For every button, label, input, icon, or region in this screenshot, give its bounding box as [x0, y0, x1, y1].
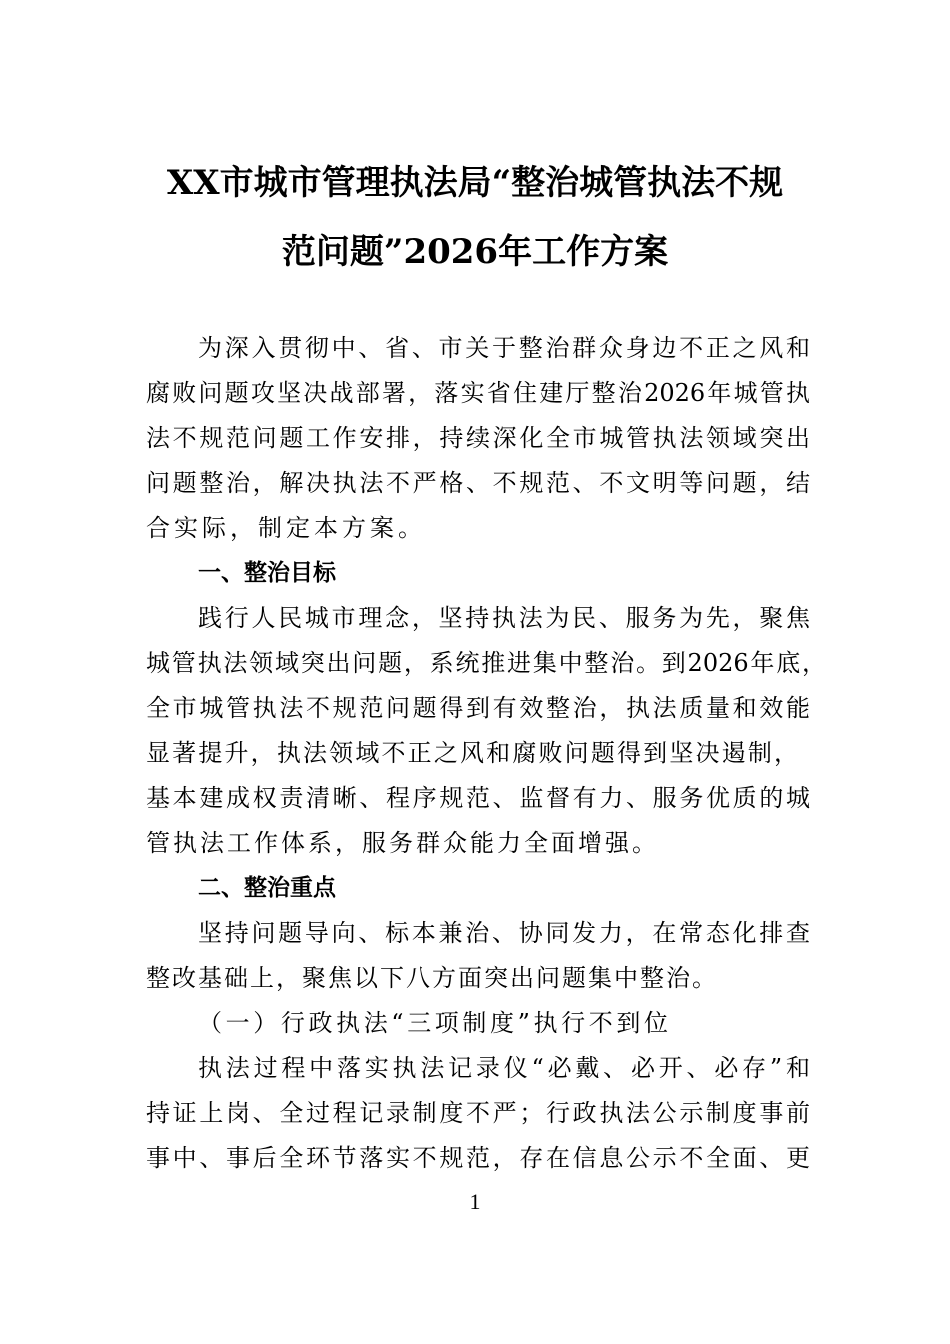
sub1-line-1: 执法过程中落实执法记录仪“必戴、必开、必存”和 [198, 1054, 810, 1082]
goals-line-4: 显著提升，执法领域不正之风和腐败问题得到坚决遏制， [146, 739, 798, 767]
section-heading-focus: 二、整治重点 [198, 875, 336, 901]
intro-line-4: 问题整治，解决执法不严格、不规范、不文明等问题，结 [146, 469, 810, 497]
focus-line-2: 整改基础上，聚焦以下八方面突出问题集中整治。 [146, 964, 718, 992]
goals-line-2: 城管执法领域突出问题，系统推进集中整治。到2026年底， [146, 649, 826, 677]
document-title-line-2: 范问题”2026年工作方案 [281, 232, 669, 272]
intro-line-2: 腐败问题攻坚决战部署，落实省住建厅整治2026年城管执 [146, 379, 810, 407]
sub1-line-3: 事中、事后全环节落实不规范，存在信息公示不全面、更 [146, 1144, 810, 1172]
sub1-line-2: 持证上岗、全过程记录制度不严；行政执法公示制度事前 [146, 1099, 810, 1127]
page-number: 1 [469, 1189, 481, 1214]
document-title-line-1: XX市城市管理执法局“整治城管执法不规 [166, 163, 784, 203]
section-heading-goals: 一、整治目标 [198, 560, 336, 586]
goals-line-5: 基本建成权责清晰、程序规范、监督有力、服务优质的城 [146, 784, 810, 812]
focus-line-1: 坚持问题导向、标本兼治、协同发力，在常态化排查 [198, 919, 810, 947]
goals-line-1: 践行人民城市理念，坚持执法为民、服务为先，聚焦 [198, 604, 810, 632]
goals-line-6: 管执法工作体系，服务群众能力全面增强。 [146, 829, 659, 857]
intro-line-5: 合实际，制定本方案。 [146, 514, 426, 542]
intro-line-3: 法不规范问题工作安排，持续深化全市城管执法领域突出 [146, 424, 810, 452]
intro-line-1: 为深入贯彻中、省、市关于整治群众身边不正之风和 [198, 334, 810, 362]
goals-line-3: 全市城管执法不规范问题得到有效整治，执法质量和效能 [146, 694, 810, 722]
subsection-heading-1: （一）行政执法“三项制度”执行不到位 [198, 1009, 668, 1037]
